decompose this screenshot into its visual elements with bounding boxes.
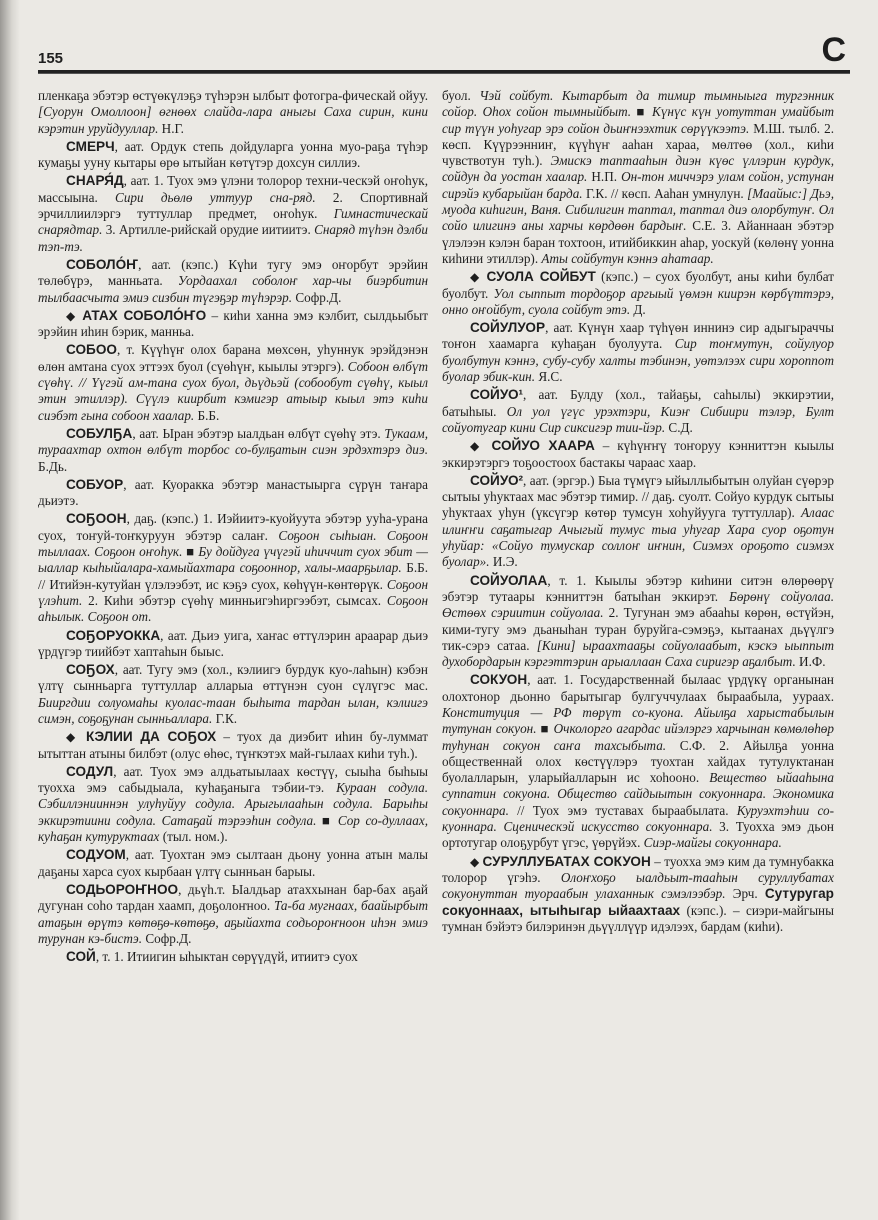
example-text: Бөрөнү сойуолаа. Өстөөх сэриитин сойуолаа. <box>442 588 835 621</box>
dictionary-entry <box>442 387 834 436</box>
definition-text: , аат. Ордук степь дойдуларга уонна муо-раҕа түһэр кумаҕы ууну кытары өрө ытыйан көтүтэр дохсун силлиэ. <box>38 138 428 171</box>
definition-text: буол. <box>442 88 480 103</box>
definition-text: , аат. Булду (хол., тайаҕы, саһылы) эккирэтии, батыһыы. <box>442 387 834 419</box>
example-text: Вещество ыйааһына суппатин сокуона. Общество сайдыытын сокуоннара. Экономика сокуоннара. <box>442 770 834 818</box>
definition-text: Д. <box>630 301 646 317</box>
example-text: Алаас илиҥҥи саҕатыгар Ачыгый тумус тыа уһугар Хара суор оҕотун уһуйар: «Сойуо тумускар соллоҥ иҥнин, Сиэмэх ороҕото сиэмэх буолар». <box>442 505 834 570</box>
entry-continuation <box>38 88 428 137</box>
headword: СОБУОР <box>66 476 124 492</box>
example-text: [Суорун Омоллоон] өгнөөх слайда-лара аныгы Саха сирин, кини кэрэтин уруйдууллар. <box>38 104 428 136</box>
definition-text: (кэпс.). – сиэри-майгыны тумнан бэйэтэ билэринэн дьүүллүүр идэлээх, бардам (киһи). <box>442 902 834 934</box>
definition-text: Н.П. <box>587 169 622 185</box>
example-text: Снаряд түһэн дэлби тэп-тэ. <box>38 222 428 254</box>
definition-text: 2. Спортивнай эрчиллиилэргэ туттуллар предмет, оҥоһук. <box>38 189 428 222</box>
idiom-diamond-icon: ◆ <box>66 308 83 323</box>
binding-shadow <box>0 0 20 1220</box>
example-text: Сиэр-майгы сокуоннара. <box>643 835 782 851</box>
definition-text: Б.Б. <box>194 407 220 423</box>
headword: СОДЬОРОҤНОО <box>66 881 179 897</box>
example-text: Аты сойбутун кэннэ аһатаар. <box>541 250 714 266</box>
headword: СОБУЛҔА <box>66 425 133 441</box>
headword: АТАХ СОБОЛО́ҤО <box>82 307 207 323</box>
definition-text: Б.Б. // Итийэн-кутуйан үлэлээбэт, ис кэҕэ суох, көһүүн-көнтөрүк. <box>38 560 428 592</box>
definition-text: 3. Туохха эмэ дьон ортотугар олоҕурбут үгэс, үөрүйэх. <box>442 819 834 851</box>
idiom-diamond-icon: ◆ <box>470 854 483 869</box>
example-text: Ол уол үгүс урэхтэри, Киэҥ Сибиири тэлэр, Булт сойуотугар кини Сир сиксигэр тии-йэр. <box>442 403 834 435</box>
definition-text: , аат. 1. Туох эмэ үлэни толорор техни-ческэй оҥоһук, массыына. <box>38 173 428 205</box>
dictionary-entry <box>38 729 428 762</box>
dictionary-entry <box>442 854 834 935</box>
headword: СОЙУО¹ <box>470 387 524 403</box>
page-number: 155 <box>38 50 64 67</box>
definition-text: (тыл. ном.). <box>159 829 228 845</box>
definition-text: С.Е. 3. Айаннаан эбэтэр үлэлээн кэлэн баран тохтоон, итийбиккин аһар, уоскуй (көлөнү уонна киһини этиллэр). <box>442 218 834 266</box>
definition-text: // Туох эмэ туставах быраабылата. <box>508 802 737 818</box>
dictionary-entry <box>38 949 428 965</box>
definition-text: , даҕ. (кэпс.) 1. Иэйиитэ-куойуута эбэтэр ууһа-урана суох, тоҥуй-тоҥкуруун эбэтэр салаҥ. <box>38 511 428 543</box>
definition-text: Софр.Д. <box>292 289 342 305</box>
definition-text: Г.К. // көсп. Ааһан умнулун. <box>582 185 748 201</box>
example-text: Та-ба мугнаах, баайырбыт атаҕын өрүтэ көтөҕө-көтөҕө, аҕыйахта содьороҥноон иһэн эмиэ турунан кэ-бистэ. <box>38 898 428 946</box>
headword: СОКУОН <box>470 672 528 688</box>
definition-text: , аат. (эргэр.) Быа түмүгэ ыйыллыбытын олуйан сүөрэр сытыы уһуктаах мас эбэтэр тимир. // даҕ. суолт. Сойуо курдук сытыы уһуктаах уһун (үксүгэр көтөр тумсун хоһуйууга туттуллар). <box>442 472 834 521</box>
headword: СОБОО <box>66 342 117 358</box>
idiom-diamond-icon: ◆ <box>470 270 487 285</box>
dictionary-entry <box>38 426 428 475</box>
dictionary-entry <box>38 139 428 172</box>
dictionary-entry <box>38 628 428 661</box>
example-text: Соҕоон сыһыан. Соҕоон тыллаах. Соҕоон оҥоһук. ■ Бу дойдуга үчүгэй иһиччит суох эбит — ыаллар кыһыйалара-хамыйахтара соҕооннор, халы-маарҕылар. <box>38 527 428 576</box>
example-text: Конституция — РФ төрүт со-куона. Айылҕа харыстабылын тутунан сокуон. ■ Очколорго агардас ийэлэргэ харчынан көмөлөһөр туһунан сокуон саҥа тахсыбыта. <box>442 704 834 753</box>
definition-text: Г.К. <box>212 710 238 726</box>
example-text: [Кини] ыраахтааҕы сойуолаабыт, кэскэ ыыппыт духобордарын кэргэттэрин арыаллаан Саха сиригэр аҕалбыт. <box>442 637 834 670</box>
section-letter: С <box>821 31 846 69</box>
headword: СОҔОРУОККА <box>66 627 161 643</box>
definition-text: Эрч. <box>725 886 765 902</box>
headword: СОДУОМ <box>66 847 126 863</box>
headword: СМЕРЧ <box>66 138 115 154</box>
example-text: Собоон өлбүт сүөһү. // Үүгэй ам-тана суох буол, дьүдьэй (собообут сүөһү, кыыл этин этиллэр). Сүүлэ киирбит кэмигэр атыыр кыыл этэ киһи сиэбэт гына собоон хаалар. <box>38 358 428 423</box>
dictionary-entry <box>442 473 834 571</box>
dictionary-entry <box>38 764 428 845</box>
definition-text: , т. 1. Кыылы эбэтэр киһини ситэн өлөрөөрү эбэтэр тутаары кэнниттэн батыһан эккирэт. <box>442 572 834 604</box>
definition-text: , дьүһ.т. Ыалдьар атаххынан бар-бах аҕай дугунан соһо тардан хаамп, доҕолоҥноо. <box>38 881 428 914</box>
definition-text: 2. Киһи эбэтэр сүөһү минньигэһиргээбэт, сымсах. <box>82 592 387 608</box>
idiom-diamond-icon: ◆ <box>66 730 86 745</box>
example-text: Сири дьөлө уттуур сна-ряд. <box>115 189 316 205</box>
headword: СУРУЛЛУБАТАХ СОКУОН <box>482 853 651 869</box>
example-text: Эмискэ таптааһын диэн күөс үллэрин курдук, сойдун да уостан хаалар. <box>442 153 834 185</box>
dictionary-entry <box>38 477 428 510</box>
dictionary-entry <box>38 342 428 423</box>
entry-continuation <box>442 88 834 267</box>
dictionary-entry <box>38 847 428 880</box>
headword: СОДУЛ <box>66 763 114 779</box>
headword: СОЙУО ХААРА <box>491 438 595 454</box>
example-text: Тукаам, тураахтар охтон өлбүт торбос со-булҕатын сиэн эрдэхтэрэ диэ. <box>38 425 428 458</box>
example-text: Сир тоҥмутун, сойулуор буолбутун кэннэ, субу-субу халты тэбинэн, уөтэлээх сири хороппот буолар эбик-кин. <box>442 336 834 385</box>
definition-text: , аат. Ыран эбэтэр ыалдьан өлбүт сүөһү этэ. <box>132 425 385 441</box>
definition-text: , аат. Туохтан эмэ сылтаан дьону уонна атын малы даҕаны харса суох кырбаан үлтү сынньан барыы. <box>38 847 428 879</box>
example-text: Уол сыппыт тордоҕор аргыый үөмэн киирэн көрбүттэрэ, онно оҥойбут, суола сойбут этэ. <box>442 285 835 317</box>
definition-text: Н.Г. <box>158 120 184 136</box>
definition-text: И.Э. <box>489 554 518 570</box>
definition-text: – туох да диэбит иһин бу-луммат ытыттан атыны билбэт (олус өһөс, түҥкэтэх май-гылаах киһи туһ.). <box>38 729 428 761</box>
example-text: Уордаахал соболоҥ хар-чы биэрбитин тылбаасчыта эмиэ сизбин түгэҕэр түһэрэр. <box>38 273 428 305</box>
headword: СОЙУОЛАА <box>470 572 548 588</box>
definition-text: , аат. Куоракка эбэтэр манастыырга сүрүн таҥара дьиэтэ. <box>38 476 428 509</box>
dictionary-entry <box>442 672 834 851</box>
example-text: Он-тон миччэрэ улам сойон, устунан сирэйэ кубарыйан барда. <box>442 169 834 201</box>
example-text: Чэй сойбут. Кытарбыт да тимир тымныыга тургэнник сойор. Оһох сойон тымныйбыт. ■ Күнүс күн уотуттан умайбыт сир түүн уоһугар эрэ сойон дьиҥнээхтик сөрүүкээтэ. <box>442 88 834 136</box>
dictionary-entry <box>442 320 834 385</box>
dictionary-entry <box>38 308 428 341</box>
definition-text: , аат. Дьиэ уига, хаҥас өттүлэрин араарар дьиэ үрдүгэр тиийбэт хаптаһын быыс. <box>38 627 428 659</box>
definition-text: – киһи ханна эмэ кэлбит, сылдьыбыт эрэйин иһин бэрик, манньа. <box>38 307 428 340</box>
definition-text: – туохха эмэ ким да тумнубакка толорор үгэһэ. <box>442 853 834 885</box>
definition-text: И.Ф. <box>795 654 826 670</box>
example-text: Соҕоон үлэһит. <box>38 576 428 608</box>
definition-text: М.Ш. тылб. 2. көсп. Күүрээнниҥ, күүһүҥ ааһан хараа, мөлтөө (хол., киһи чувствотун туһ.). <box>442 120 834 169</box>
definition-text: – күһүҥҥү тоҥоруу кэнниттэн кыылы эккирэтэргэ тоҕоостоох бастакы чараас хаар. <box>442 438 835 470</box>
dictionary-entry <box>38 257 428 306</box>
left-column <box>38 88 428 967</box>
definition-text: С.Д. <box>665 419 693 435</box>
example-text: Гимнастическай снарядтар. <box>38 206 428 238</box>
definition-text: , т. 1. Итиигин ыһыктан сөрүүдүй, итиитэ суох <box>95 949 358 965</box>
definition-text: , аат. Туох эмэ алдьатыылаах көстүү, сыыһа быһыы туохха эмэ сабыдыала, куһаҕаныга тэбии-тэ. <box>38 763 428 796</box>
definition-text: С.Ф. 2. Айылҕа уонна общественнай олох көстүүлэрэ туохтан хайдах тутулуктанан буолалларын, уларыйалларын ис хоһооно. <box>442 737 834 786</box>
headword: СОҔООН <box>66 511 127 527</box>
idiom-diamond-icon: ◆ <box>470 439 492 454</box>
right-column <box>442 88 834 937</box>
definition-text: Софр.Д. <box>142 930 192 946</box>
definition-text: , т. Күүһүҥ олох барана мөхсөн, уһуннук эрэйдэнэн өлөн амтана суох эттээх буол (сүөһүҥ, кыылы этэргэ). <box>38 342 428 374</box>
definition-text: , аат. Тугу эмэ (хол., кэлиигэ бурдук куо-лаһын) кэбэн үлтү сынньарга туттуллар алларыа өттүнэн суон сүлүгэс мас. <box>38 662 428 694</box>
headword: СОЙУЛУОР <box>470 320 546 336</box>
definition-text: Я.С. <box>535 369 563 385</box>
headword: СОҔОХ <box>66 662 115 678</box>
example-text: Олоҥхоҕо ыалдьыт-тааһын суруллубатах сокуонуттан туораабын улаханнык сэмэлээбэр. <box>442 869 834 902</box>
definition-text: Б.Дь. <box>38 458 68 474</box>
headword: СУОЛА СОЙБУТ <box>486 269 596 285</box>
example-text: Соҕоон аһылык. Соҕоон от. <box>38 592 428 625</box>
definition-text: , аат. 1. Государственнай былаас үрдүкү органынан олохтонор дьонно барытыгар булгуччулаах быраабыла, уураах. <box>442 672 834 704</box>
dictionary-entry <box>38 173 428 254</box>
dictionary-entry <box>38 511 428 625</box>
definition-text: (кэпс.) – суох буолбут, аны киһи булбат буолбут. <box>442 269 834 301</box>
dictionary-entry <box>442 573 834 671</box>
headword: СОЙ <box>66 949 96 965</box>
headword: СОБОЛО́Ҥ <box>66 256 139 272</box>
dictionary-entry <box>442 438 834 471</box>
example-text: Бииргдии солуомаһы куолас-таан быһыта тардан ылан, кэлиигэ симэн, соҕоҕунан сынньаллара. <box>38 694 428 726</box>
dictionary-entry <box>442 269 834 318</box>
definition-text: пленкаҕа эбэтэр өстүөкүлэҕэ түһэрэн ылбыт фотогра-фическай ойуу. <box>38 88 428 103</box>
example-text: Куруэхтэһии со-куоннара. Сценическэй искусство сокуоннара. <box>442 802 834 835</box>
headword: СНАРЯ́Д <box>66 173 124 189</box>
example-text: Кураан содула. Сэбиллэнииннэн улуһуйуу содула. Арыгылааһын содула. Барыһы эккирэтиини содула. Сатаҕай тэрээһин содула. ■ Сор со-дуллаах, куһаҕан кутуруктаах <box>38 780 428 845</box>
definition-text: 3. Артилле-рийскай орудие иитиитэ. <box>102 222 315 238</box>
example-text: [Маайыс:] Дьэ, муода киһигин, Ваня. Сибилигин таптал, таптал диэ олорбутуҥ. Ол сойо илигинэ аны харчы көрдөөн бардыҥ. <box>442 185 834 234</box>
dictionary-entry <box>38 662 428 727</box>
header-rule <box>38 70 850 74</box>
definition-text: , аат. Күнүн хаар түһүөн иннинэ сир адыгыраччы тоҥон хаамарга куһаҕан буолуута. <box>442 320 834 352</box>
headword: СОЙУО² <box>470 472 524 488</box>
dictionary-entry <box>38 882 428 947</box>
definition-text: , аат. (кэпс.) Күһи тугу эмэ оҥорбут эрэйин төлөбүрэ, манньата. <box>38 256 428 289</box>
headword: КЭЛИИ ДА СОҔОХ <box>86 729 217 745</box>
definition-text: 2. Тугунан эмэ абааһы көрөн, өстүйэн, кими-тугу эмэ дьаныһан туран буруйга-сэмэҕэ, кытаанах дьүүлгэ тик-сэрэ сатаа. <box>442 605 834 653</box>
headword: Сутуругар сокуоннаах, ытыһыгар ыйаахтаах <box>442 886 834 918</box>
page-header <box>38 30 850 72</box>
